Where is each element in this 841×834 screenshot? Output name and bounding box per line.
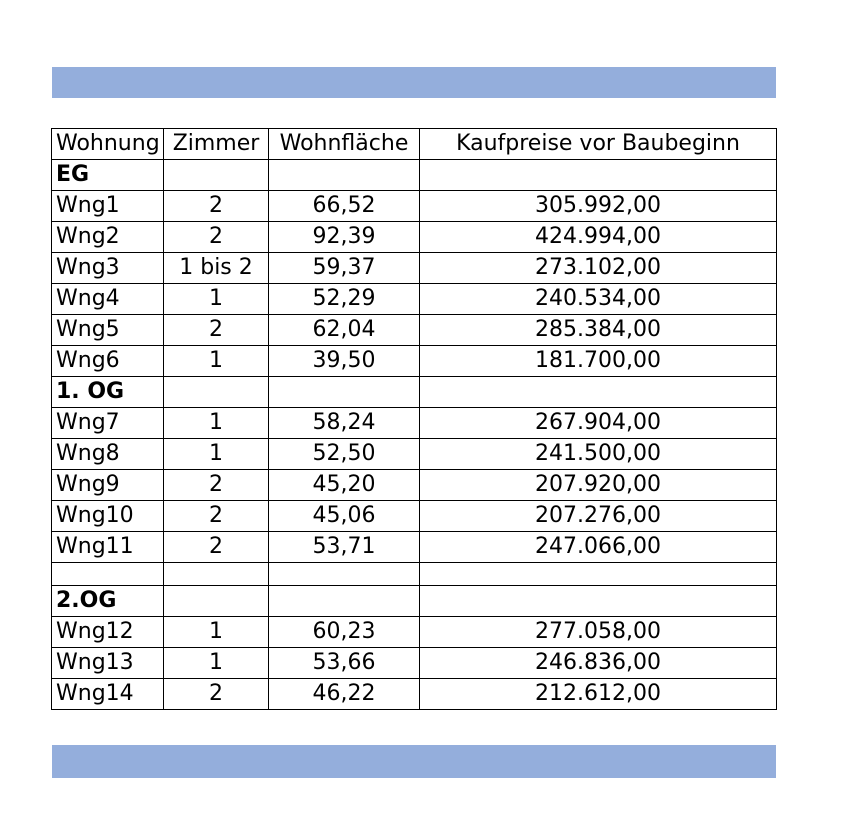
floor-section-row: [52, 586, 777, 617]
floor-label: 1. OG: [52, 377, 164, 408]
cell-wohnflaeche: 46,22: [269, 679, 420, 710]
empty-cell: [269, 563, 420, 586]
column-header-wohnung: Wohnung: [52, 129, 164, 160]
floor-section-row: [52, 160, 777, 191]
cell-kaufpreis: 267.904,00: [420, 408, 777, 439]
header-color-band: [52, 67, 776, 98]
table-row: [52, 191, 777, 222]
cell-kaufpreis: 240.534,00: [420, 284, 777, 315]
cell-wohnflaeche: 39,50: [269, 346, 420, 377]
table-row: [52, 284, 777, 315]
cell-wohnung: Wng5: [52, 315, 164, 346]
cell-zimmer: 1: [164, 284, 269, 315]
cell-wohnung: Wng6: [52, 346, 164, 377]
cell-zimmer: 2: [164, 679, 269, 710]
cell-wohnung: Wng4: [52, 284, 164, 315]
cell-wohnung: Wng9: [52, 470, 164, 501]
cell-wohnflaeche: 52,50: [269, 439, 420, 470]
empty-cell: [420, 563, 777, 586]
cell-kaufpreis: 305.992,00: [420, 191, 777, 222]
cell-kaufpreis: 212.612,00: [420, 679, 777, 710]
cell-wohnung: Wng8: [52, 439, 164, 470]
cell-wohnflaeche: 59,37: [269, 253, 420, 284]
cell-wohnflaeche: 58,24: [269, 408, 420, 439]
floor-label: EG: [52, 160, 164, 191]
floor-label: 2.OG: [52, 586, 164, 617]
cell-kaufpreis: 207.920,00: [420, 470, 777, 501]
table-row: [52, 532, 777, 563]
table-row: [52, 617, 777, 648]
cell-zimmer: 1: [164, 408, 269, 439]
cell-wohnung: Wng11: [52, 532, 164, 563]
cell-kaufpreis: 247.066,00: [420, 532, 777, 563]
empty-cell: [420, 586, 777, 617]
empty-cell: [164, 377, 269, 408]
cell-zimmer: 1: [164, 617, 269, 648]
cell-wohnflaeche: 52,29: [269, 284, 420, 315]
cell-zimmer: 2: [164, 315, 269, 346]
cell-wohnung: Wng12: [52, 617, 164, 648]
cell-wohnung: Wng10: [52, 501, 164, 532]
cell-wohnflaeche: 92,39: [269, 222, 420, 253]
cell-wohnflaeche: 45,06: [269, 501, 420, 532]
cell-kaufpreis: 273.102,00: [420, 253, 777, 284]
floor-section-row: [52, 377, 777, 408]
empty-cell: [269, 377, 420, 408]
cell-kaufpreis: 181.700,00: [420, 346, 777, 377]
cell-wohnung: Wng13: [52, 648, 164, 679]
cell-zimmer: 2: [164, 222, 269, 253]
table-row: [52, 408, 777, 439]
cell-wohnflaeche: 66,52: [269, 191, 420, 222]
empty-cell: [164, 160, 269, 191]
cell-zimmer: 2: [164, 501, 269, 532]
blank-row: [52, 563, 777, 586]
cell-kaufpreis: 246.836,00: [420, 648, 777, 679]
footer-color-band: [52, 745, 776, 778]
apartment-price-table: [51, 128, 777, 710]
column-header-kaufpreis: Kaufpreise vor Baubeginn: [420, 129, 777, 160]
table-row: [52, 501, 777, 532]
table-row: [52, 253, 777, 284]
empty-cell: [164, 586, 269, 617]
cell-wohnung: Wng1: [52, 191, 164, 222]
table-row: [52, 222, 777, 253]
cell-kaufpreis: 424.994,00: [420, 222, 777, 253]
empty-cell: [420, 377, 777, 408]
table-row: [52, 315, 777, 346]
cell-wohnflaeche: 53,66: [269, 648, 420, 679]
cell-zimmer: 1: [164, 346, 269, 377]
table-header-row: [52, 129, 777, 160]
cell-wohnung: Wng14: [52, 679, 164, 710]
cell-wohnflaeche: 62,04: [269, 315, 420, 346]
cell-zimmer: 1 bis 2: [164, 253, 269, 284]
cell-wohnung: Wng3: [52, 253, 164, 284]
column-header-zimmer: Zimmer: [164, 129, 269, 160]
cell-kaufpreis: 277.058,00: [420, 617, 777, 648]
empty-cell: [269, 160, 420, 191]
table-row: [52, 439, 777, 470]
cell-zimmer: 1: [164, 439, 269, 470]
empty-cell: [420, 160, 777, 191]
cell-wohnung: Wng2: [52, 222, 164, 253]
cell-zimmer: 2: [164, 470, 269, 501]
empty-cell: [164, 563, 269, 586]
cell-kaufpreis: 241.500,00: [420, 439, 777, 470]
cell-zimmer: 1: [164, 648, 269, 679]
cell-zimmer: 2: [164, 191, 269, 222]
empty-cell: [52, 563, 164, 586]
table-row: [52, 470, 777, 501]
table-row: [52, 346, 777, 377]
cell-zimmer: 2: [164, 532, 269, 563]
table-body: [52, 160, 777, 710]
cell-wohnung: Wng7: [52, 408, 164, 439]
cell-kaufpreis: 207.276,00: [420, 501, 777, 532]
table-row: [52, 648, 777, 679]
cell-wohnflaeche: 53,71: [269, 532, 420, 563]
cell-wohnflaeche: 60,23: [269, 617, 420, 648]
cell-wohnflaeche: 45,20: [269, 470, 420, 501]
table-row: [52, 679, 777, 710]
column-header-wohnflaeche: Wohnfläche: [269, 129, 420, 160]
empty-cell: [269, 586, 420, 617]
cell-kaufpreis: 285.384,00: [420, 315, 777, 346]
